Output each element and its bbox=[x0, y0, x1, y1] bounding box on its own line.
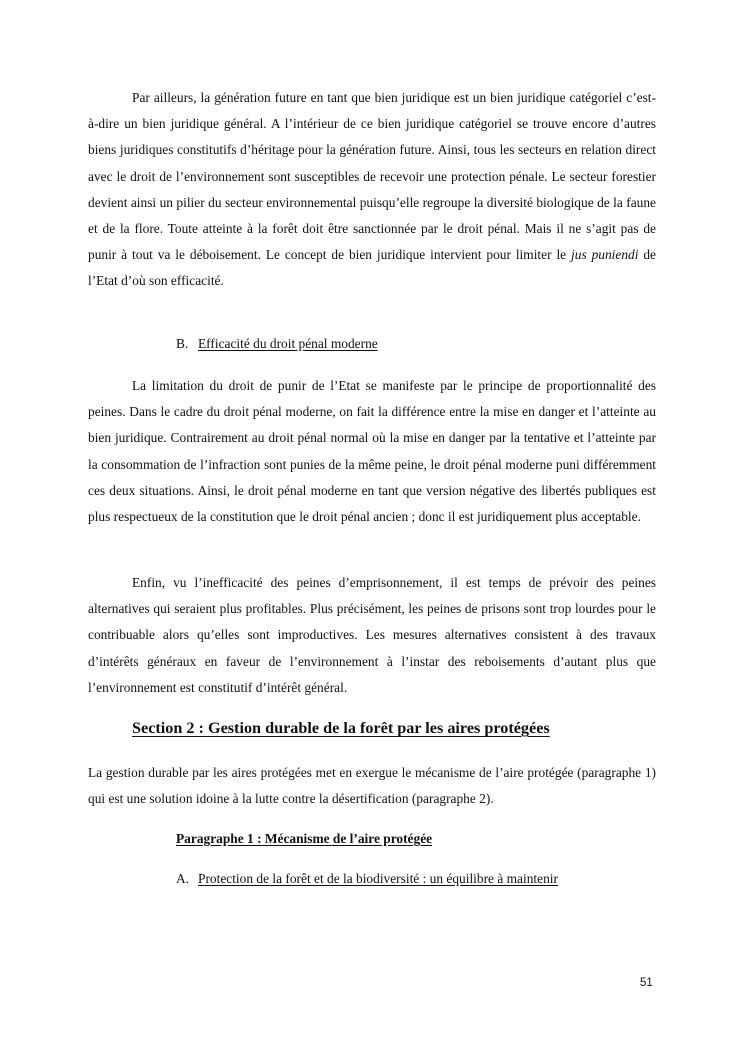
subheading-a-letter: A. bbox=[176, 871, 190, 886]
subheading-b-title: Efficacité du droit pénal moderne bbox=[198, 336, 378, 351]
paragraph-4-text: La gestion durable par les aires protégées met en exergue le mécanisme de l’aire protégée (paragraphe 1) qui est une solution idoine à la lutte contre la désertification (paragraphe 2). bbox=[88, 765, 656, 807]
subheading-a-title: Protection de la forêt et de la biodiversité : un équilibre à maintenir bbox=[198, 871, 558, 886]
subheading-b-letter: B. bbox=[176, 336, 189, 351]
paragraph-1-text-end: de l’Etat d’où son efficacité. bbox=[88, 247, 656, 289]
page-number: 51 bbox=[640, 977, 653, 989]
paragraph-peines-alternatives bbox=[88, 570, 656, 701]
paragraph-gestion-durable bbox=[88, 760, 656, 812]
paragraph-2-text: La limitation du droit de punir de l’Etat se manifeste par le principe de proportionnalité des peines. Dans le cadre du droit pénal moderne, on fait la différence entre la mise en danger et l’atteinte au bien juridique. Contrairement au droit pénal normal où la mise en danger par la tentative et l’atteinte par la consommation de l’infraction sont punies de la même peine, le droit pénal moderne puni différemment ces deux situations. Ainsi, le droit pénal moderne en tant que version négative des libertés publiques est plus respectueux de la constitution que le droit pénal ancien ; donc il est juridiquement plus acceptable. bbox=[88, 378, 656, 525]
section-2-title: Section 2 : Gestion durable de la forêt par les aires protégées bbox=[132, 719, 550, 737]
paragraph-limitation bbox=[88, 373, 656, 530]
paragraph-1-italic-term: jus puniendi bbox=[571, 247, 639, 263]
paragraph-1-text: Par ailleurs, la génération future en tant que bien juridique est un bien juridique catégoriel c’est-à-dire un bien juridique général. A l’intérieur de ce bien juridique catégoriel se trouve encore d’autres biens juridiques constitutifs d’héritage pour la génération future. Ainsi, tous les secteurs en relation direct avec le droit de l’environnement sont susceptibles de recevoir une protection pénale. Le secteur forestier devient ainsi un pilier du secteur environnemental puisqu’elle regroupe la diversité biologique de la faune et de la flore. Toute atteinte à la forêt doit être sanctionnée par le droit pénal. Mais il ne s’agit pas de punir à tout va le déboisement. Le concept de bien juridique intervient pour limiter le bbox=[88, 90, 656, 263]
paragraph-3-text: Enfin, vu l’inefficacité des peines d’emprisonnement, il est temps de prévoir des peines alternatives qui seraient plus profitables. Plus précisément, les peines de prisons sont trop lourdes pour le contribuable alors qu’elles sont improductives. Les mesures alternatives consistent à des travaux d’intérêts généraux en faveur de l’environnement à l’instar des reboisements d’autant plus que l’environnement est constitutif d’intérêt général. bbox=[88, 575, 656, 695]
subheading-a bbox=[88, 869, 558, 889]
paragraph-1-heading: Paragraphe 1 : Mécanisme de l’aire protégée bbox=[176, 831, 433, 846]
paragraph-bien-juridique bbox=[88, 85, 656, 295]
subheading-b bbox=[88, 334, 378, 354]
